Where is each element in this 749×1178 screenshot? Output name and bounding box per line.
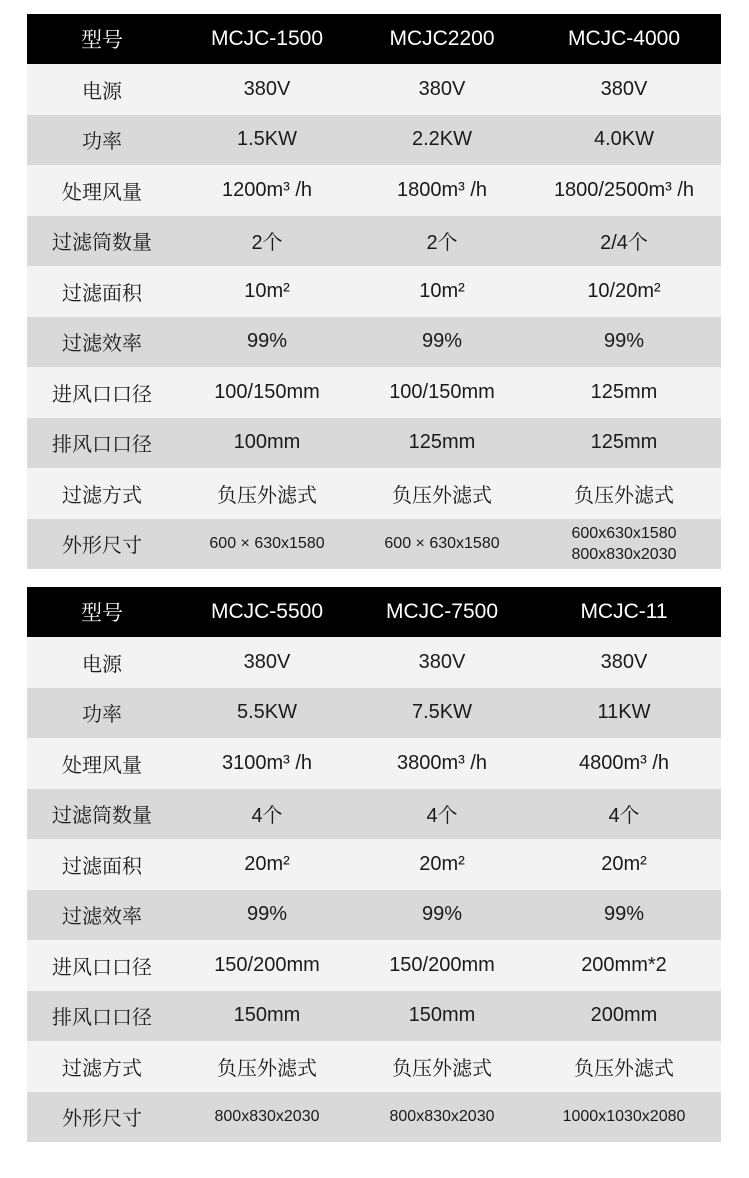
- table-row: [27, 789, 721, 840]
- table-cell: 2个: [357, 216, 527, 267]
- table-cell: 200mm: [527, 991, 721, 1042]
- table-cell: 100/150mm: [177, 367, 357, 418]
- row-label: 外形尺寸: [27, 519, 177, 570]
- table-cell: 1000x1030x2080: [527, 1092, 721, 1143]
- table-cell: 10m²: [177, 266, 357, 317]
- table-cell: 150/200mm: [357, 940, 527, 991]
- table-cell: 99%: [177, 317, 357, 368]
- table-row: [27, 738, 721, 789]
- table-cell: 100/150mm: [357, 367, 527, 418]
- table-row: [27, 688, 721, 739]
- table-cell: 负压外滤式: [177, 468, 357, 519]
- table-row: [27, 890, 721, 941]
- table-row: [27, 839, 721, 890]
- table-cell: 4个: [527, 789, 721, 840]
- table-cell: 负压外滤式: [357, 1041, 527, 1092]
- table-row: [27, 519, 721, 570]
- table-cell: 800x830x2030: [357, 1092, 527, 1143]
- table-cell: 380V: [357, 637, 527, 688]
- size-line: 600x630x1580: [571, 524, 677, 542]
- table-cell: 10/20m²: [527, 266, 721, 317]
- table-cell-size-stack: [527, 519, 721, 570]
- table-cell: 99%: [177, 890, 357, 941]
- header-model: MCJC2200: [357, 14, 527, 64]
- table-cell: 2/4个: [527, 216, 721, 267]
- row-label: 过滤效率: [27, 317, 177, 368]
- table-cell: 125mm: [527, 367, 721, 418]
- table-row: [27, 317, 721, 368]
- table-row: [27, 637, 721, 688]
- table-cell: 1800m³ /h: [357, 165, 527, 216]
- table-cell: 200mm*2: [527, 940, 721, 991]
- table-cell: 125mm: [357, 418, 527, 469]
- table-row: [27, 1041, 721, 1092]
- table-cell: 负压外滤式: [357, 468, 527, 519]
- row-label: 电源: [27, 637, 177, 688]
- row-label: 进风口口径: [27, 940, 177, 991]
- table-cell: 2个: [177, 216, 357, 267]
- table-row: [27, 216, 721, 267]
- table-cell: 99%: [527, 890, 721, 941]
- table-cell: 150mm: [357, 991, 527, 1042]
- table-cell: 4.0KW: [527, 115, 721, 166]
- table-cell: 负压外滤式: [177, 1041, 357, 1092]
- table-row: [27, 367, 721, 418]
- table-cell: 20m²: [527, 839, 721, 890]
- row-label: 过滤面积: [27, 839, 177, 890]
- table-row: [27, 991, 721, 1042]
- table-header-row: [27, 14, 721, 64]
- table-header-row: [27, 587, 721, 637]
- table-cell: 1.5KW: [177, 115, 357, 166]
- table-cell: 150mm: [177, 991, 357, 1042]
- spec-table-2: [27, 587, 721, 1142]
- row-label: 排风口口径: [27, 418, 177, 469]
- table-row: [27, 418, 721, 469]
- table-cell: 负压外滤式: [527, 468, 721, 519]
- table-cell: 100mm: [177, 418, 357, 469]
- row-label: 过滤方式: [27, 1041, 177, 1092]
- table-cell: 380V: [177, 637, 357, 688]
- table-cell: 99%: [527, 317, 721, 368]
- table-cell: 1200m³ /h: [177, 165, 357, 216]
- table-cell: 125mm: [527, 418, 721, 469]
- table-cell: 3800m³ /h: [357, 738, 527, 789]
- table-row: [27, 1092, 721, 1143]
- table-cell: 99%: [357, 317, 527, 368]
- header-model: MCJC-4000: [527, 14, 721, 64]
- row-label: 外形尺寸: [27, 1092, 177, 1143]
- table-cell: 20m²: [357, 839, 527, 890]
- size-line: 800x830x2030: [571, 545, 677, 563]
- header-label: 型号: [27, 14, 177, 64]
- spec-table-1: [27, 14, 721, 569]
- row-label: 处理风量: [27, 165, 177, 216]
- table-cell: 380V: [357, 64, 527, 115]
- table-cell: 380V: [527, 637, 721, 688]
- table-cell: 600 × 630x1580: [177, 519, 357, 570]
- row-label: 过滤方式: [27, 468, 177, 519]
- table-cell: 99%: [357, 890, 527, 941]
- row-label: 电源: [27, 64, 177, 115]
- table-row: [27, 165, 721, 216]
- header-model: MCJC-7500: [357, 587, 527, 637]
- header-label: 型号: [27, 587, 177, 637]
- table-cell: 5.5KW: [177, 688, 357, 739]
- table-cell: 380V: [527, 64, 721, 115]
- table-cell: 4个: [177, 789, 357, 840]
- table-cell: 800x830x2030: [177, 1092, 357, 1143]
- table-cell: 3100m³ /h: [177, 738, 357, 789]
- table-cell: 7.5KW: [357, 688, 527, 739]
- table-cell: 4个: [357, 789, 527, 840]
- table-cell: 10m²: [357, 266, 527, 317]
- row-label: 过滤筒数量: [27, 789, 177, 840]
- table-row: [27, 115, 721, 166]
- table-cell: 4800m³ /h: [527, 738, 721, 789]
- table-cell: 380V: [177, 64, 357, 115]
- table-cell: 600 × 630x1580: [357, 519, 527, 570]
- row-label: 排风口口径: [27, 991, 177, 1042]
- table-cell: 2.2KW: [357, 115, 527, 166]
- table-cell: 150/200mm: [177, 940, 357, 991]
- row-label: 进风口口径: [27, 367, 177, 418]
- row-label: 功率: [27, 688, 177, 739]
- table-cell: 1800/2500m³ /h: [527, 165, 721, 216]
- row-label: 过滤筒数量: [27, 216, 177, 267]
- table-row: [27, 468, 721, 519]
- row-label: 过滤效率: [27, 890, 177, 941]
- table-cell: 20m²: [177, 839, 357, 890]
- table-cell: 负压外滤式: [527, 1041, 721, 1092]
- row-label: 功率: [27, 115, 177, 166]
- row-label: 过滤面积: [27, 266, 177, 317]
- row-label: 处理风量: [27, 738, 177, 789]
- table-row: [27, 940, 721, 991]
- table-row: [27, 64, 721, 115]
- header-model: MCJC-5500: [177, 587, 357, 637]
- header-model: MCJC-1500: [177, 14, 357, 64]
- header-model: MCJC-11: [527, 587, 721, 637]
- table-row: [27, 266, 721, 317]
- table-cell: 11KW: [527, 688, 721, 739]
